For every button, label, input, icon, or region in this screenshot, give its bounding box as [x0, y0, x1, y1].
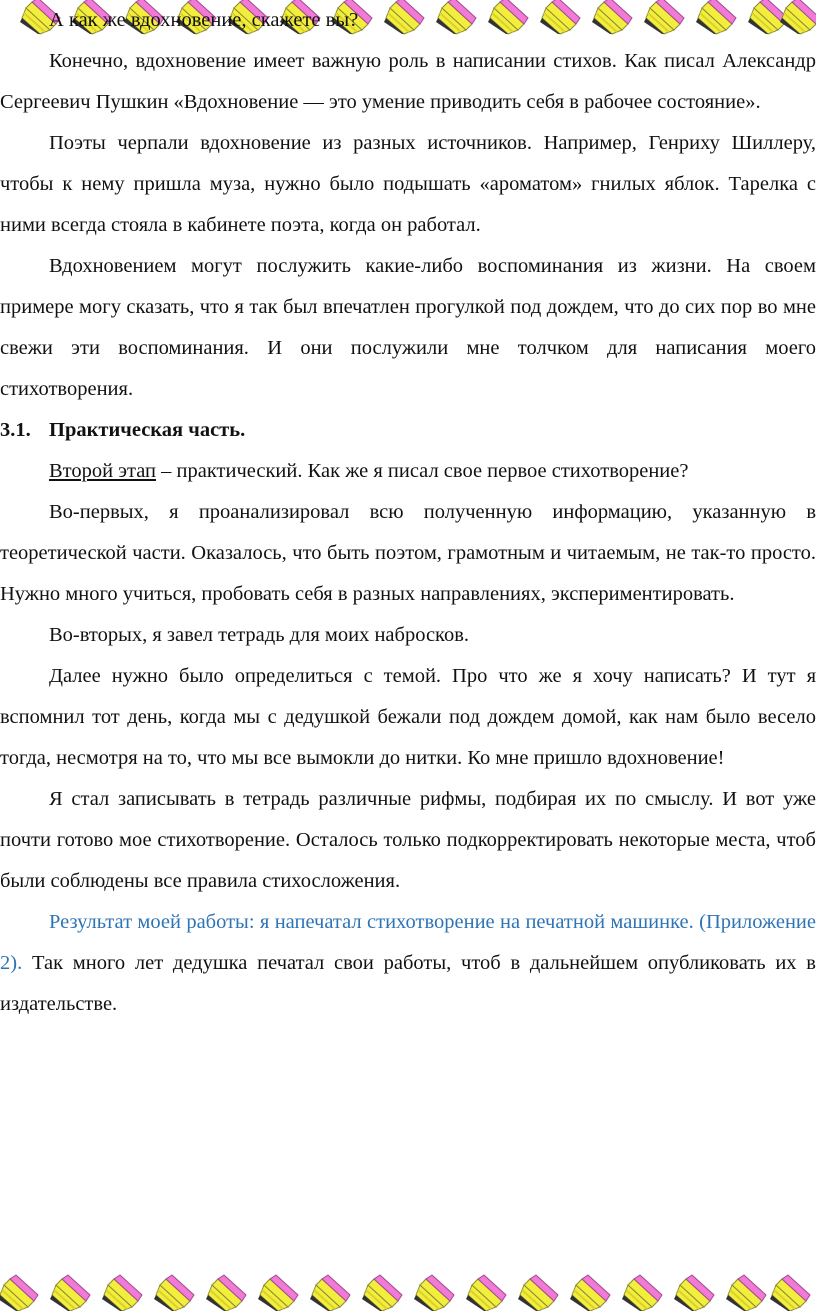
stage-label: Второй этап: [49, 460, 157, 482]
section-number: 3.1.: [0, 419, 31, 441]
paragraph-second-step: Во-вторых, я завел тетрадь для моих набросков.: [49, 624, 470, 646]
paragraph-memories: Вдохновением могут послужить какие-либо воспоминания из жизни. На своем примере могу сказать, что я так был впечатлен прогулкой под дождем, что до сих пор во мне свежи эти воспоминания. И они послужили мне толчком для написания моего стихотворения.: [0, 255, 816, 400]
section-title: Практическая часть.: [49, 419, 246, 441]
opening-line: А как же вдохновение, скажете вы?: [49, 9, 359, 31]
result-highlight: Результат моей работы: я напечатал стихотворение на печатной машинке. (Приложение 2).: [0, 911, 816, 974]
paragraph-sources: Поэты черпали вдохновение из разных источников. Например, Генриху Шиллеру, чтобы к нему пришла муза, нужно было подышать «ароматом» гнилых яблок. Тарелка с ними всегда стояла в кабинете поэта, когда он работал.: [0, 132, 816, 236]
paragraph-first-step: Во-первых, я проанализировал всю полученную информацию, указанную в теоретической части. Оказалось, что быть поэтом, грамотным и читаемым, не так-то просто. Нужно много учиться, пробовать себя в разных направлениях, экспериментировать.: [0, 501, 816, 605]
paragraph-pushkin: Конечно, вдохновение имеет важную роль в написании стихов. Как писал Александр Сергеевич Пушкин «Вдохновение — это умение приводить себя в рабочее состояние».: [0, 50, 816, 113]
paragraph-rhymes: Я стал записывать в тетрадь различные рифмы, подбирая их по смыслу. И вот уже почти готово мое стихотворение. Осталось только подкорректировать некоторые места, чтоб были соблюдены все правила стихосложения.: [0, 788, 816, 892]
section-heading: [0, 410, 816, 451]
stage-text: – практический. Как же я писал свое первое стихотворение?: [156, 460, 689, 482]
paragraph-stage: [0, 451, 816, 492]
paragraph-theme: Далее нужно было определиться с темой. Про что же я хочу написать? И тут я вспомнил тот день, когда мы с дедушкой бежали под дождем домой, как нам было весело тогда, несмотря на то, что мы все вымокли до нитки. Ко мне пришло вдохновение!: [0, 665, 816, 769]
bottom-pencil-border: [0, 1265, 816, 1311]
result-rest: Так много лет дедушка печатал свои работы, чтоб в дальнейшем опубликовать их в издательстве.: [0, 952, 816, 1015]
paragraph-result: [0, 902, 816, 1025]
